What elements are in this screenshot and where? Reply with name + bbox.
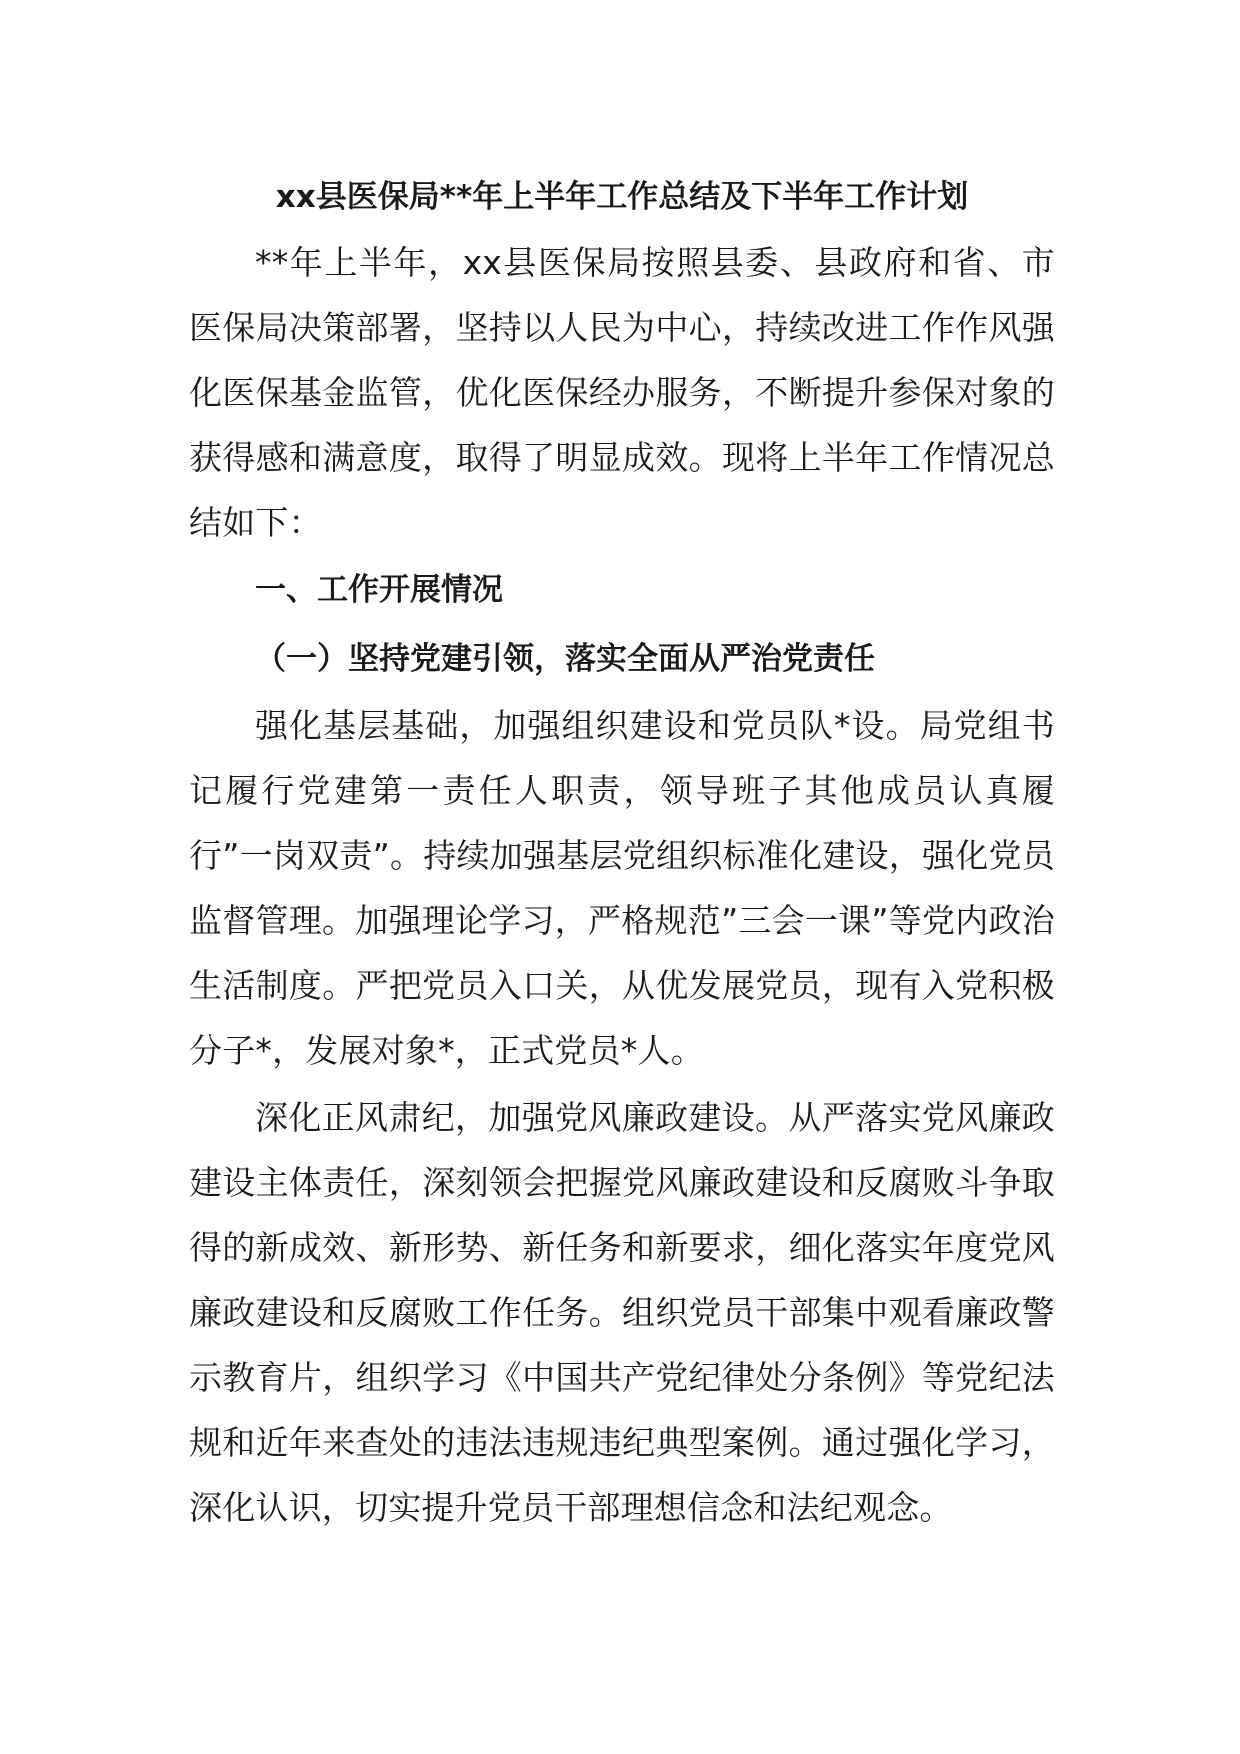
body-paragraph: 深化正风肃纪，加强党风廉政建设。从严落实党风廉政建设主体责任，深刻领会把握党风廉政建设和反腐败斗争取得的新成效、新形势、新任务和新要求，细化落实年度党风廉政建设和反腐败工作任务。组织党员干部集中观看廉政警示教育片，组织学习《中国共产党纪律处分条例》等党纪法规和近年来查处的违法违规违纪典型案例。通过强化学习，深化认识，切实提升党员干部理想信念和法纪观念。 xyxy=(189,1098,1055,1527)
body-paragraph: 强化基层基础，加强组织建设和党员队*设。局党组书记履行党建第一责任人职责，领导班子其他成员认真履行”一岗双责”。持续加强基层党组织标准化建设，强化党员监督管理。加强理论学习，严格规范”三会一课”等党内政治生活制度。严把党员入口关，从优发展党员，现有入党积极分子*，发展对象*，正式党员*人。 xyxy=(189,706,1055,1070)
intro-paragraph: **年上半年，xx县医保局按照县委、县政府和省、市医保局决策部署，坚持以人民为中心，持续改进工作作风强化医保基金监管，优化医保经办服务，不断提升参保对象的获得感和满意度，取得了明显成效。现将上半年工作情况总结如下： xyxy=(189,243,1055,542)
section-heading: 一、工作开展情况 xyxy=(255,572,503,608)
document-title: xx县医保局**年上半年工作总结及下半年工作计划 xyxy=(275,179,969,215)
document-body xyxy=(189,165,1055,1540)
subsection-heading: （一）坚持党建引领，落实全面从严治党责任 xyxy=(255,641,875,677)
